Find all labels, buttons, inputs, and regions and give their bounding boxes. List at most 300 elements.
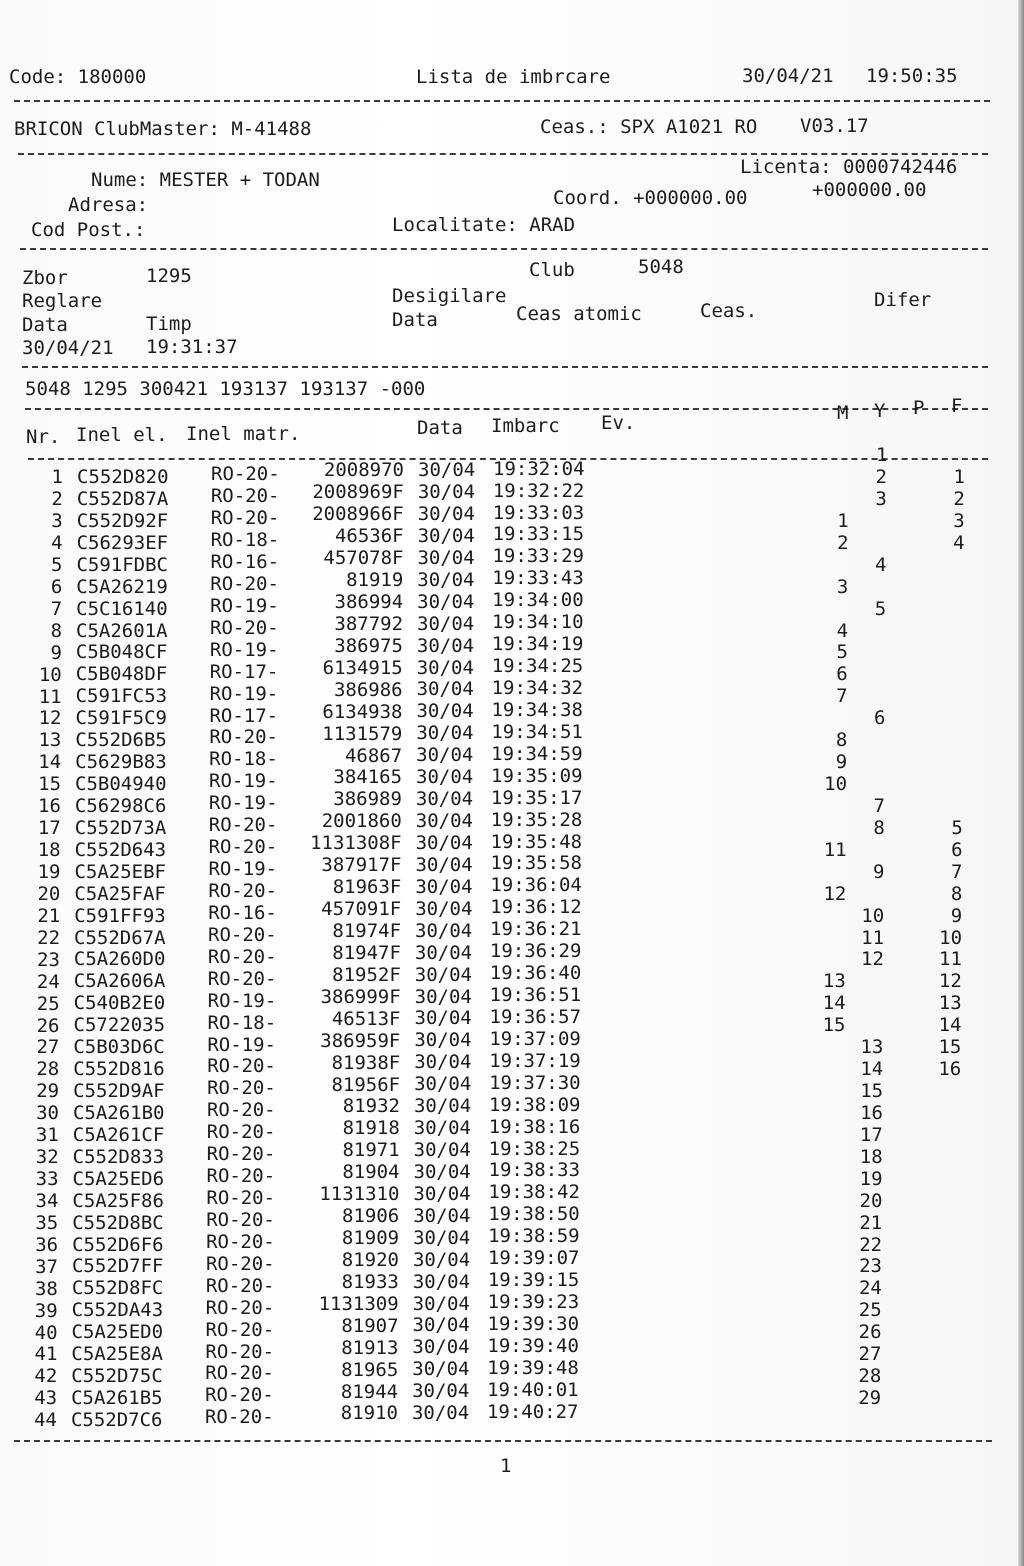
row-m-count: 9	[835, 751, 848, 774]
row-time: 19:39:40	[487, 1334, 579, 1357]
difference-label: Difer	[874, 289, 932, 311]
row-electronic-ring: C552D7FF	[71, 1255, 164, 1278]
col-y: Y	[874, 400, 886, 422]
row-electronic-ring: C552D643	[74, 838, 167, 861]
row-electronic-ring: C5A25F86	[72, 1189, 164, 1212]
row-time: 19:38:42	[488, 1181, 580, 1204]
row-y-count: 17	[859, 1123, 883, 1146]
row-m-count: 13	[822, 970, 846, 993]
row-time: 19:34:32	[491, 676, 584, 699]
row-f-count: 1	[953, 466, 965, 488]
row-ring-number: 81956F	[331, 1073, 401, 1096]
row-ring-prefix: RO-18-	[210, 529, 280, 552]
row-y-count: 13	[860, 1036, 884, 1059]
row-ring-prefix: RO-19-	[207, 1033, 276, 1056]
postal-code-label: Cod Post.:	[31, 219, 146, 241]
row-ring-prefix: RO-20-	[206, 1208, 275, 1231]
row-nr: 29	[36, 1080, 60, 1103]
row-time: 19:38:59	[488, 1225, 580, 1248]
row-nr: 43	[34, 1387, 58, 1410]
row-date: 30/04	[416, 766, 474, 789]
row-ring-prefix: RO-20-	[208, 836, 278, 859]
row-ring-prefix: RO-20-	[206, 1099, 276, 1122]
row-ring-prefix: RO-20-	[208, 880, 277, 902]
row-ring-number: 81919	[346, 569, 404, 592]
row-f-count: 8	[950, 882, 963, 905]
row-time: 19:38:50	[488, 1203, 580, 1226]
row-ring-number: 81906	[342, 1205, 400, 1228]
row-ring-prefix: RO-16-	[210, 551, 280, 574]
row-ring-prefix: RO-20-	[210, 485, 280, 508]
row-f-count: 14	[938, 1014, 962, 1037]
row-date: 30/04	[413, 1117, 471, 1140]
row-date: 30/04	[411, 1402, 470, 1425]
row-date: 30/04	[414, 1051, 472, 1074]
row-nr: 37	[35, 1255, 58, 1278]
row-ring-number: 46536F	[334, 525, 404, 548]
row-electronic-ring: C552DA43	[71, 1299, 164, 1322]
row-electronic-ring: C5B04940	[75, 773, 167, 796]
row-y-count: 29	[858, 1387, 882, 1410]
row-nr: 26	[36, 1014, 60, 1037]
row-y-count: 26	[858, 1321, 882, 1344]
row-time: 19:34:38	[491, 698, 583, 721]
report-date: 30/04/21	[742, 65, 834, 87]
row-date: 30/04	[412, 1270, 471, 1293]
row-date: 30/04	[415, 810, 473, 833]
row-ring-number: 457078F	[323, 547, 404, 570]
row-electronic-ring: C5629B83	[75, 751, 167, 774]
row-date: 30/04	[417, 503, 475, 526]
row-nr: 4	[51, 532, 63, 555]
page-number: 1	[500, 1455, 512, 1477]
row-nr: 40	[34, 1321, 58, 1344]
page-edge-shadow	[1018, 0, 1024, 1566]
row-date: 30/04	[414, 1029, 472, 1052]
row-ring-number: 46513F	[331, 1007, 401, 1030]
row-ring-prefix: RO-20-	[207, 1055, 276, 1078]
row-f-count: 5	[951, 816, 963, 839]
row-electronic-ring: C552D73A	[74, 816, 167, 839]
row-electronic-ring: C552D8FC	[71, 1277, 164, 1300]
row-ring-number: 2008970	[323, 459, 404, 482]
row-date: 30/04	[416, 634, 475, 657]
row-electronic-ring: C591FC53	[75, 685, 168, 708]
row-y-count: 19	[859, 1167, 883, 1190]
row-m-count: 3	[836, 575, 849, 598]
row-electronic-ring: C5A25FAF	[74, 882, 166, 905]
row-y-count: 6	[874, 707, 886, 730]
col-basketing: Imbarc	[491, 415, 560, 437]
row-nr: 39	[34, 1299, 58, 1322]
row-m-count: 14	[822, 992, 846, 1015]
row-ring-number: 386989	[333, 788, 402, 811]
code-label: Code: 180000	[9, 66, 147, 88]
coordinates-second: +000000.00	[812, 179, 927, 201]
row-ring-number: 386999F	[320, 985, 401, 1008]
row-electronic-ring: C552D820	[77, 466, 169, 488]
row-ring-number: 386986	[333, 678, 403, 701]
row-m-count: 12	[823, 882, 847, 905]
row-time: 19:39:15	[487, 1269, 580, 1292]
row-time: 19:37:09	[489, 1027, 581, 1050]
row-time: 19:39:48	[487, 1356, 579, 1379]
row-nr: 28	[36, 1058, 60, 1081]
row-m-count: 10	[824, 773, 848, 796]
report-title: Lista de imbrcare	[416, 66, 611, 88]
row-nr: 8	[50, 619, 63, 642]
col-m: M	[837, 402, 849, 424]
row-ring-prefix: RO-20-	[205, 1318, 275, 1341]
row-y-count: 16	[860, 1101, 883, 1124]
owner-name: Nume: MESTER + TODAN	[91, 169, 320, 191]
divider	[14, 100, 990, 102]
row-time: 19:33:43	[492, 567, 584, 590]
row-date: 30/04	[417, 612, 475, 635]
row-y-count: 5	[874, 597, 887, 620]
row-ring-prefix: RO-20-	[205, 1384, 274, 1407]
row-ring-prefix: RO-17-	[209, 660, 279, 683]
row-y-count: 7	[873, 794, 885, 817]
row-time: 19:34:10	[492, 611, 584, 634]
row-time: 19:38:25	[488, 1137, 581, 1160]
row-ring-number: 81932	[342, 1095, 400, 1118]
row-electronic-ring: C591FDBC	[76, 553, 168, 576]
row-ring-prefix: RO-19-	[209, 638, 279, 661]
row-nr: 42	[34, 1365, 58, 1388]
row-nr: 23	[37, 948, 60, 971]
clock-version: V03.17	[800, 115, 869, 137]
row-time: 19:39:23	[487, 1291, 580, 1314]
row-nr: 2	[51, 488, 63, 511]
row-y-count: 18	[859, 1145, 883, 1168]
row-electronic-ring: C5A25ED0	[71, 1321, 164, 1344]
row-ring-number: 2008966F	[312, 503, 404, 526]
row-nr: 31	[35, 1124, 59, 1147]
row-ring-number: 46867	[344, 744, 403, 767]
row-m-count: 4	[836, 619, 849, 642]
row-ring-number: 384165	[333, 766, 403, 789]
row-nr: 38	[34, 1277, 58, 1300]
report-time: 19:50:35	[866, 65, 958, 87]
row-time: 19:34:25	[491, 655, 584, 678]
divider	[14, 1440, 992, 1442]
row-nr: 17	[37, 817, 61, 840]
row-ring-prefix: RO-19-	[208, 792, 278, 815]
row-time: 19:38:33	[488, 1159, 581, 1182]
row-date: 30/04	[414, 941, 473, 964]
flight-summary: 5048 1295 300421 193137 193137 -000	[25, 378, 426, 400]
row-time: 19:35:58	[490, 852, 582, 875]
row-ring-number: 81952F	[332, 963, 401, 986]
row-ring-prefix: RO-20-	[204, 1406, 274, 1429]
row-ring-prefix: RO-19-	[209, 682, 279, 705]
row-ring-number: 387792	[334, 612, 404, 635]
row-ring-prefix: RO-18-	[207, 1011, 277, 1034]
row-ring-number: 81944	[340, 1380, 399, 1403]
row-ring-number: 1131579	[322, 722, 403, 745]
row-nr: 15	[38, 773, 62, 796]
row-date: 30/04	[417, 524, 475, 547]
row-y-count: 20	[859, 1189, 883, 1212]
row-ring-prefix: RO-19-	[208, 858, 278, 881]
row-f-count: 2	[953, 487, 965, 510]
row-m-count: 15	[822, 1014, 846, 1037]
row-ring-prefix: RO-19-	[210, 594, 279, 617]
row-time: 19:39:07	[487, 1247, 580, 1270]
row-y-count: 27	[858, 1343, 882, 1366]
row-date: 30/04	[413, 1160, 471, 1183]
row-time: 19:38:16	[488, 1115, 581, 1138]
divider	[22, 366, 988, 368]
row-electronic-ring: C5722035	[73, 1014, 166, 1037]
setting-time: 19:31:37	[146, 336, 238, 358]
row-date: 30/04	[413, 1095, 472, 1118]
row-ring-prefix: RO-20-	[205, 1296, 275, 1319]
row-date: 30/04	[416, 700, 474, 723]
row-electronic-ring: C5A261B5	[71, 1387, 163, 1410]
row-electronic-ring: C5A2601A	[76, 619, 168, 642]
row-ring-number: 387917F	[321, 854, 402, 877]
row-ring-prefix: RO-20-	[206, 1230, 275, 1253]
flight-number: 1295	[146, 265, 192, 287]
row-time: 19:34:59	[491, 742, 583, 765]
clock-id: Ceas.: SPX A1021 RO	[540, 116, 758, 138]
row-ring-number: 81963F	[332, 876, 402, 899]
row-f-count: 16	[938, 1058, 962, 1081]
row-nr: 12	[38, 707, 62, 730]
row-y-count: 8	[873, 816, 885, 839]
row-nr: 20	[37, 882, 61, 905]
row-nr: 34	[35, 1189, 59, 1212]
row-electronic-ring: C5A26219	[76, 575, 168, 598]
row-nr: 3	[51, 510, 63, 533]
row-ring-prefix: RO-20-	[206, 1187, 276, 1210]
row-nr: 33	[35, 1168, 59, 1191]
row-time: 19:36:12	[490, 896, 582, 919]
row-time: 19:36:51	[489, 984, 582, 1006]
row-ring-prefix: RO-20-	[208, 814, 278, 837]
row-ring-prefix: RO-20-	[207, 967, 277, 990]
row-ring-prefix: RO-18-	[209, 748, 278, 771]
row-ring-prefix: RO-20-	[205, 1340, 275, 1363]
col-event: Ev.	[601, 412, 636, 434]
row-time: 19:33:29	[492, 545, 584, 568]
row-y-count: 2	[875, 466, 887, 488]
row-y-count: 24	[858, 1277, 882, 1300]
club-number: 5048	[638, 256, 684, 278]
clock-label: Ceas.	[700, 300, 758, 322]
row-electronic-ring: C5B048CF	[75, 641, 168, 664]
club-master: BRICON ClubMaster: M-41488	[14, 118, 312, 140]
row-time: 19:37:30	[489, 1071, 581, 1094]
row-ring-number: 1131310	[319, 1183, 400, 1206]
row-date: 30/04	[417, 481, 476, 504]
row-date: 30/04	[415, 875, 473, 898]
row-time: 19:35:48	[490, 830, 583, 853]
row-date: 30/04	[412, 1336, 470, 1359]
row-time: 19:34:00	[492, 589, 584, 612]
col-date: Data	[417, 417, 463, 439]
row-nr: 21	[37, 904, 61, 927]
row-time: 19:35:28	[490, 808, 583, 831]
row-date: 30/04	[413, 1182, 471, 1205]
licence: Licenta: 0000742446	[740, 156, 958, 178]
row-electronic-ring: C5A260D0	[73, 948, 166, 971]
row-date: 30/04	[412, 1380, 470, 1403]
row-ring-number: 386975	[334, 634, 403, 657]
row-ring-number: 2001860	[321, 810, 402, 833]
row-electronic-ring: C5C16140	[76, 597, 168, 620]
row-date: 30/04	[415, 919, 473, 942]
row-date: 30/04	[413, 1226, 471, 1249]
row-date: 30/04	[413, 1139, 471, 1162]
row-nr: 18	[37, 839, 61, 862]
flight-label: Zbor	[22, 267, 68, 289]
row-y-count: 15	[860, 1080, 884, 1103]
row-ring-number: 81920	[341, 1248, 399, 1271]
row-m-count: 5	[836, 641, 848, 664]
row-date: 30/04	[416, 656, 474, 679]
row-date: 30/04	[412, 1248, 471, 1271]
setting-label: Reglare	[22, 290, 103, 312]
row-nr: 27	[36, 1036, 60, 1059]
unsealing-label: Desigilare	[392, 285, 507, 307]
row-time: 19:40:27	[486, 1400, 579, 1423]
row-nr: 24	[36, 970, 60, 993]
unsealing-date-label: Data	[392, 309, 438, 331]
row-f-count: 9	[950, 904, 963, 927]
row-electronic-ring: C56293EF	[76, 531, 169, 554]
row-nr: 9	[50, 641, 62, 664]
row-electronic-ring: C5A261CF	[72, 1123, 165, 1146]
row-ring-number: 81965	[341, 1358, 399, 1381]
row-time: 19:32:22	[492, 479, 585, 502]
row-nr: 6	[50, 575, 63, 598]
row-f-count: 3	[953, 509, 965, 532]
setting-date-label: Data	[22, 314, 68, 336]
divider	[18, 153, 988, 155]
row-time: 19:37:19	[489, 1049, 581, 1072]
row-f-count: 4	[953, 531, 965, 554]
row-ring-number: 2008969F	[312, 481, 404, 504]
row-ring-number: 81913	[341, 1336, 399, 1359]
row-f-count: 15	[938, 1036, 962, 1059]
row-ring-prefix: RO-20-	[206, 1143, 276, 1166]
row-date: 30/04	[414, 1073, 472, 1096]
row-electronic-ring: C591FF93	[74, 904, 166, 927]
row-date: 30/04	[417, 546, 475, 569]
row-ring-number: 81907	[341, 1314, 399, 1337]
row-y-count: 21	[859, 1211, 883, 1234]
row-ring-number: 386959F	[320, 1029, 401, 1052]
row-nr: 7	[50, 597, 63, 620]
row-time: 19:33:15	[492, 523, 585, 546]
row-time: 19:36:29	[489, 940, 582, 963]
row-nr: 10	[38, 663, 62, 686]
row-ring-number: 81971	[342, 1139, 400, 1162]
row-time: 19:35:17	[490, 786, 583, 809]
row-ring-prefix: RO-16-	[208, 901, 277, 924]
row-ring-prefix: RO-20-	[211, 463, 280, 486]
row-f-count: 10	[939, 926, 963, 949]
row-ring-number: 386994	[334, 591, 404, 614]
divider	[20, 248, 988, 250]
table-row	[0, 1400, 1000, 1433]
col-f: F	[951, 395, 963, 417]
row-m-count: 2	[837, 531, 849, 554]
row-time: 19:35:09	[491, 764, 583, 787]
row-ring-number: 6134938	[322, 700, 403, 723]
row-date: 30/04	[417, 590, 475, 613]
row-ring-number: 81918	[342, 1117, 400, 1140]
row-date: 30/04	[412, 1314, 470, 1337]
row-nr: 1	[51, 466, 63, 489]
row-ring-prefix: RO-20-	[207, 1077, 276, 1100]
row-m-count: 7	[836, 685, 848, 708]
row-nr: 16	[38, 795, 61, 818]
row-m-count: 6	[836, 663, 848, 686]
row-ring-prefix: RO-17-	[209, 704, 279, 727]
row-electronic-ring: C552D7C6	[70, 1409, 163, 1431]
row-electronic-ring: C552D92F	[76, 509, 169, 532]
club-label: Club	[529, 259, 575, 281]
row-ring-number: 81974F	[332, 920, 402, 942]
row-electronic-ring: C5B03D6C	[73, 1036, 165, 1059]
row-electronic-ring: C5A261B0	[72, 1101, 165, 1124]
row-time: 19:36:57	[489, 1005, 582, 1028]
row-y-count: 14	[860, 1058, 884, 1081]
row-nr: 22	[37, 926, 61, 949]
row-nr: 19	[37, 861, 61, 883]
row-time: 19:36:04	[490, 874, 582, 897]
row-time: 19:40:01	[487, 1378, 579, 1401]
row-time: 19:36:21	[490, 918, 582, 941]
col-electronic-ring: Inel el.	[76, 424, 168, 446]
row-nr: 13	[38, 729, 62, 752]
row-ring-prefix: RO-20-	[205, 1362, 274, 1385]
row-date: 30/04	[414, 985, 472, 1008]
row-ring-number: 81909	[341, 1227, 400, 1250]
setting-date: 30/04/21	[22, 337, 114, 359]
row-ring-number: 6134915	[322, 656, 403, 679]
row-ring-prefix: RO-20-	[205, 1274, 275, 1297]
row-date: 30/04	[412, 1358, 470, 1381]
row-nr: 25	[36, 992, 60, 1015]
row-f-count: 11	[939, 948, 962, 971]
row-m-count: 8	[835, 729, 848, 752]
row-electronic-ring: C591F5C9	[75, 707, 167, 730]
row-ring-number: 457091F	[321, 898, 402, 921]
row-date: 30/04	[418, 459, 476, 482]
row-date: 30/04	[414, 1007, 472, 1030]
row-ring-number: 81938F	[331, 1051, 401, 1074]
row-m-count: 11	[823, 838, 847, 861]
row-ring-prefix: RO-20-	[206, 1165, 276, 1188]
row-y-count: 3	[875, 487, 887, 510]
row-ring-prefix: RO-20-	[206, 1121, 276, 1144]
row-electronic-ring: C552D67A	[74, 926, 166, 949]
row-electronic-ring: C5A25ED6	[72, 1167, 165, 1190]
row-date: 30/04	[415, 897, 473, 920]
row-date: 30/04	[413, 1204, 471, 1227]
row-ring-number: 81933	[341, 1270, 399, 1293]
row-date: 30/04	[415, 832, 473, 854]
row-electronic-ring: C5A2606A	[73, 970, 166, 993]
row-ring-number: 1131308F	[310, 832, 402, 855]
y-count-top: 1	[876, 444, 888, 466]
row-ring-prefix: RO-20-	[209, 726, 278, 749]
